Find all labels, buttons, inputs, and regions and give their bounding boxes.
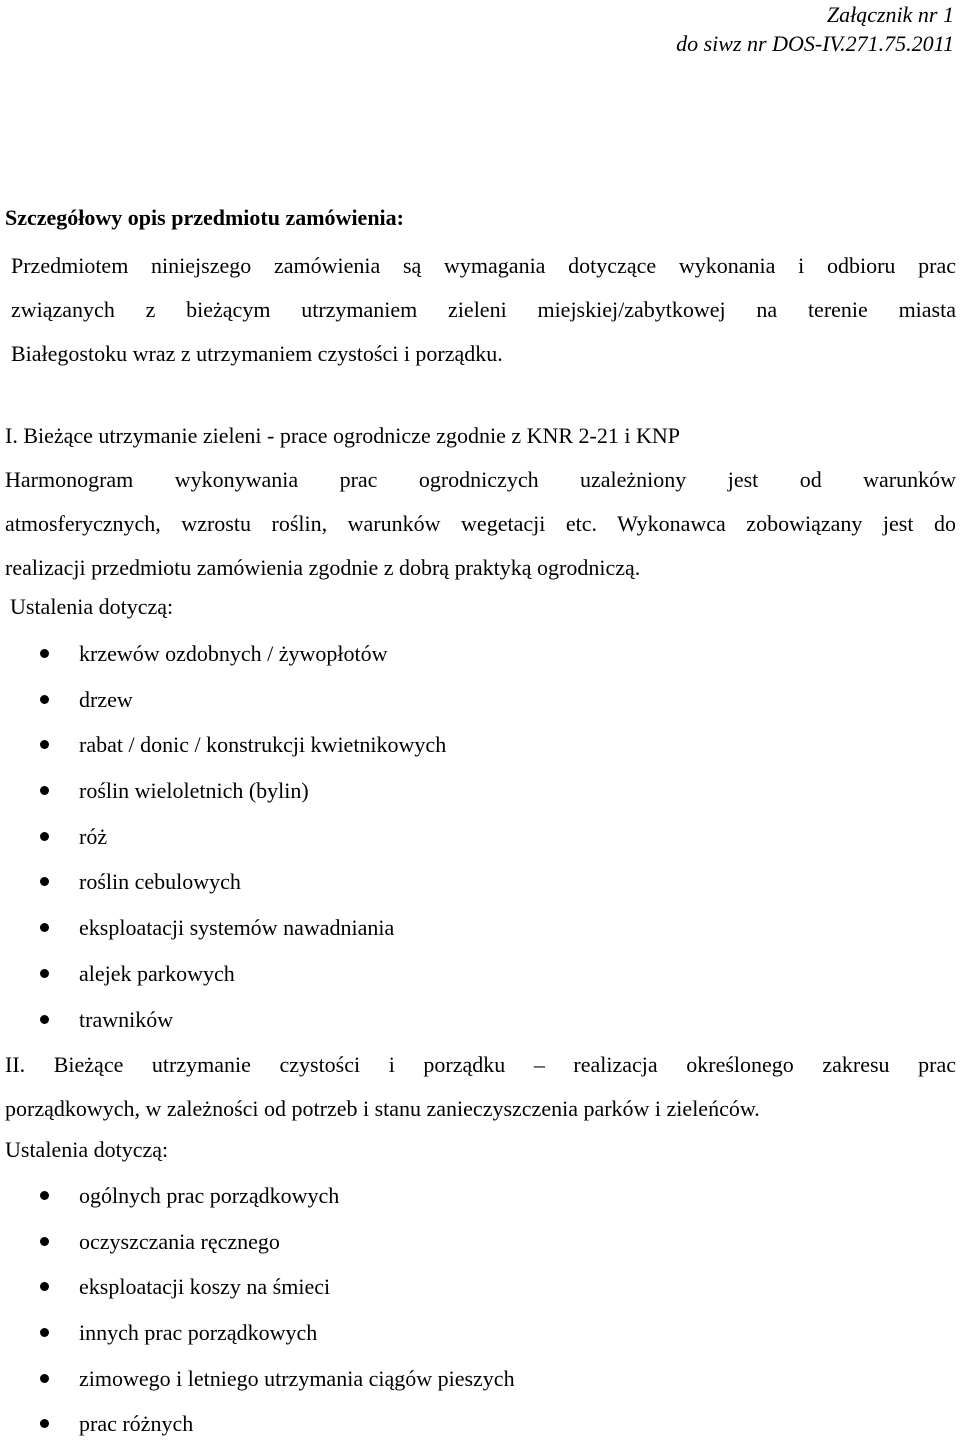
bullet-icon bbox=[40, 1374, 49, 1383]
section-2-heading: II. Bieżące utrzymanie czystości i porządku – realizacja określonego zakresu prac bbox=[5, 1052, 956, 1077]
attachment-header bbox=[676, 0, 954, 58]
list-item-label: roślin wieloletnich (bylin) bbox=[79, 778, 309, 804]
intro-line: związanych z bieżącym utrzymaniem zieleni miejskiej/zabytkowej na terenie miasta bbox=[11, 297, 956, 322]
list-item bbox=[0, 1271, 515, 1317]
list-item bbox=[0, 684, 446, 730]
list-item-label: zimowego i letniego utrzymania ciągów pieszych bbox=[79, 1365, 515, 1391]
bullet-icon bbox=[40, 969, 49, 978]
list-item-label: rabat / donic / konstrukcji kwietnikowych bbox=[79, 732, 447, 758]
intro-paragraph bbox=[5, 244, 956, 376]
section-1-list bbox=[0, 638, 446, 1049]
intro-line: Przedmiotem niniejszego zamówienia są wymagania dotyczące wykonania i odbioru prac bbox=[11, 253, 956, 278]
list-item-label: alejek parkowych bbox=[79, 960, 235, 986]
list-item bbox=[0, 1363, 515, 1409]
list-item bbox=[0, 866, 446, 912]
bullet-icon bbox=[40, 1237, 49, 1246]
bullet-icon bbox=[40, 923, 49, 932]
list-item-label: trawników bbox=[79, 1006, 174, 1032]
list-item bbox=[0, 912, 446, 958]
list-item-label: oczyszczania ręcznego bbox=[79, 1228, 280, 1254]
section-1-line: realizacji przedmiotu zamówienia zgodnie z dobrą praktyką ogrodniczą. bbox=[5, 555, 641, 580]
list-item bbox=[0, 1180, 515, 1226]
bullet-icon bbox=[40, 649, 49, 658]
list-item-label: ogólnych prac porządkowych bbox=[79, 1183, 340, 1208]
section-1-line: atmosferycznych, wzrostu roślin, warunków wegetacji etc. Wykonawca zobowiązany jest do bbox=[5, 511, 956, 536]
list-item-label: roślin cebulowych bbox=[79, 869, 241, 895]
list-item-label: krzewów ozdobnych / żywopłotów bbox=[79, 641, 388, 666]
list-item-label: prac różnych bbox=[79, 1411, 194, 1437]
section-2-scope-label: Ustalenia dotyczą: bbox=[5, 1137, 169, 1162]
bullet-icon bbox=[40, 1015, 49, 1024]
list-item-label: róż bbox=[79, 823, 108, 849]
list-item-label: drzew bbox=[79, 686, 133, 712]
section-2-list bbox=[0, 1180, 515, 1454]
bullet-icon bbox=[40, 1419, 49, 1428]
list-item bbox=[0, 638, 446, 684]
section-1 bbox=[5, 414, 956, 590]
section-1-heading: I. Bieżące utrzymanie zieleni - prace ogrodnicze zgodnie z KNR 2-21 i KNP bbox=[5, 423, 681, 448]
intro-line: Białegostoku wraz z utrzymaniem czystości i porządku. bbox=[11, 341, 503, 366]
bullet-icon bbox=[40, 786, 49, 795]
list-item bbox=[0, 1317, 515, 1363]
attachment-reference: do siwz nr DOS-IV.271.75.2011 bbox=[676, 31, 954, 56]
section-1-line: Harmonogram wykonywania prac ogrodniczych uzależniony jest od warunków bbox=[5, 467, 956, 492]
section-2 bbox=[5, 1043, 956, 1131]
bullet-icon bbox=[40, 1282, 49, 1291]
list-item bbox=[0, 729, 446, 775]
attachment-number: Załącznik nr 1 bbox=[826, 2, 954, 27]
bullet-icon bbox=[40, 695, 49, 704]
list-item bbox=[0, 1408, 515, 1454]
list-item bbox=[0, 958, 446, 1004]
list-item-label: eksploatacji systemów nawadniania bbox=[79, 915, 395, 941]
list-item bbox=[0, 821, 446, 867]
list-item bbox=[0, 1226, 515, 1272]
document-title: Szczegółowy opis przedmiotu zamówienia: bbox=[5, 205, 404, 230]
list-item-label: innych prac porządkowych bbox=[79, 1320, 318, 1346]
list-item bbox=[0, 775, 446, 821]
bullet-icon bbox=[40, 877, 49, 886]
list-item-label: eksploatacji koszy na śmieci bbox=[79, 1274, 331, 1300]
bullet-icon bbox=[40, 1191, 49, 1200]
bullet-icon bbox=[40, 740, 49, 749]
bullet-icon bbox=[40, 1328, 49, 1337]
section-1-scope-label: Ustalenia dotyczą: bbox=[10, 594, 174, 619]
bullet-icon bbox=[40, 832, 49, 841]
section-2-line: porządkowych, w zależności od potrzeb i stanu zanieczyszczenia parków i zieleńców. bbox=[5, 1096, 760, 1121]
